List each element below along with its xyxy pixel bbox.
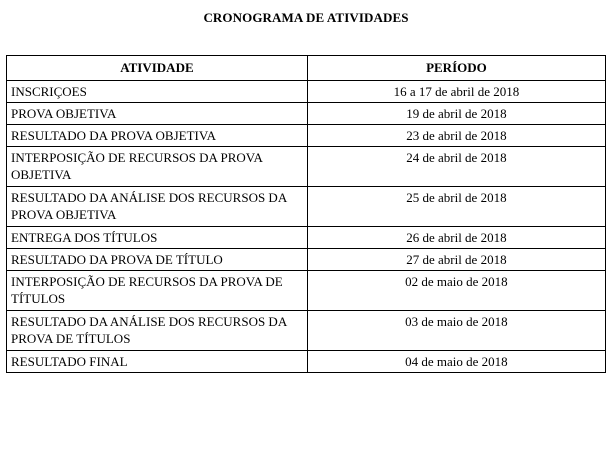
period-cell: 04 de maio de 2018 (307, 351, 605, 373)
activity-cell: RESULTADO FINAL (7, 351, 308, 373)
table-row (7, 125, 606, 147)
table-row (7, 249, 606, 271)
table-row (7, 187, 606, 227)
activity-cell: INTERPOSIÇÃO DE RECURSOS DA PROVA OBJETIVA (7, 147, 308, 187)
activity-cell: PROVA OBJETIVA (7, 103, 308, 125)
table-row (7, 351, 606, 373)
document-title: CRONOGRAMA DE ATIVIDADES (203, 10, 409, 25)
table-row (7, 311, 606, 351)
schedule-table (6, 55, 606, 373)
period-cell: 19 de abril de 2018 (307, 103, 605, 125)
table-row (7, 271, 606, 311)
activity-cell: ENTREGA DOS TÍTULOS (7, 227, 308, 249)
activity-column-header: ATIVIDADE (7, 56, 308, 81)
table-row (7, 103, 606, 125)
table-header-row (7, 56, 606, 81)
period-cell: 02 de maio de 2018 (307, 271, 605, 311)
period-cell: 25 de abril de 2018 (307, 187, 605, 227)
table-row (7, 147, 606, 187)
period-cell: 03 de maio de 2018 (307, 311, 605, 351)
activity-cell: INSCRIÇOES (7, 81, 308, 103)
period-cell: 26 de abril de 2018 (307, 227, 605, 249)
table-row (7, 227, 606, 249)
activity-cell: RESULTADO DA PROVA DE TÍTULO (7, 249, 308, 271)
activity-cell: RESULTADO DA ANÁLISE DOS RECURSOS DA PROVA DE TÍTULOS (7, 311, 308, 351)
activity-cell: RESULTADO DA PROVA OBJETIVA (7, 125, 308, 147)
period-cell: 27 de abril de 2018 (307, 249, 605, 271)
period-column-header: PERÍODO (307, 56, 605, 81)
table-row (7, 81, 606, 103)
period-cell: 24 de abril de 2018 (307, 147, 605, 187)
period-cell: 16 a 17 de abril de 2018 (307, 81, 605, 103)
activity-cell: RESULTADO DA ANÁLISE DOS RECURSOS DA PROVA OBJETIVA (7, 187, 308, 227)
activity-cell: INTERPOSIÇÃO DE RECURSOS DA PROVA DE TÍTULOS (7, 271, 308, 311)
period-cell: 23 de abril de 2018 (307, 125, 605, 147)
